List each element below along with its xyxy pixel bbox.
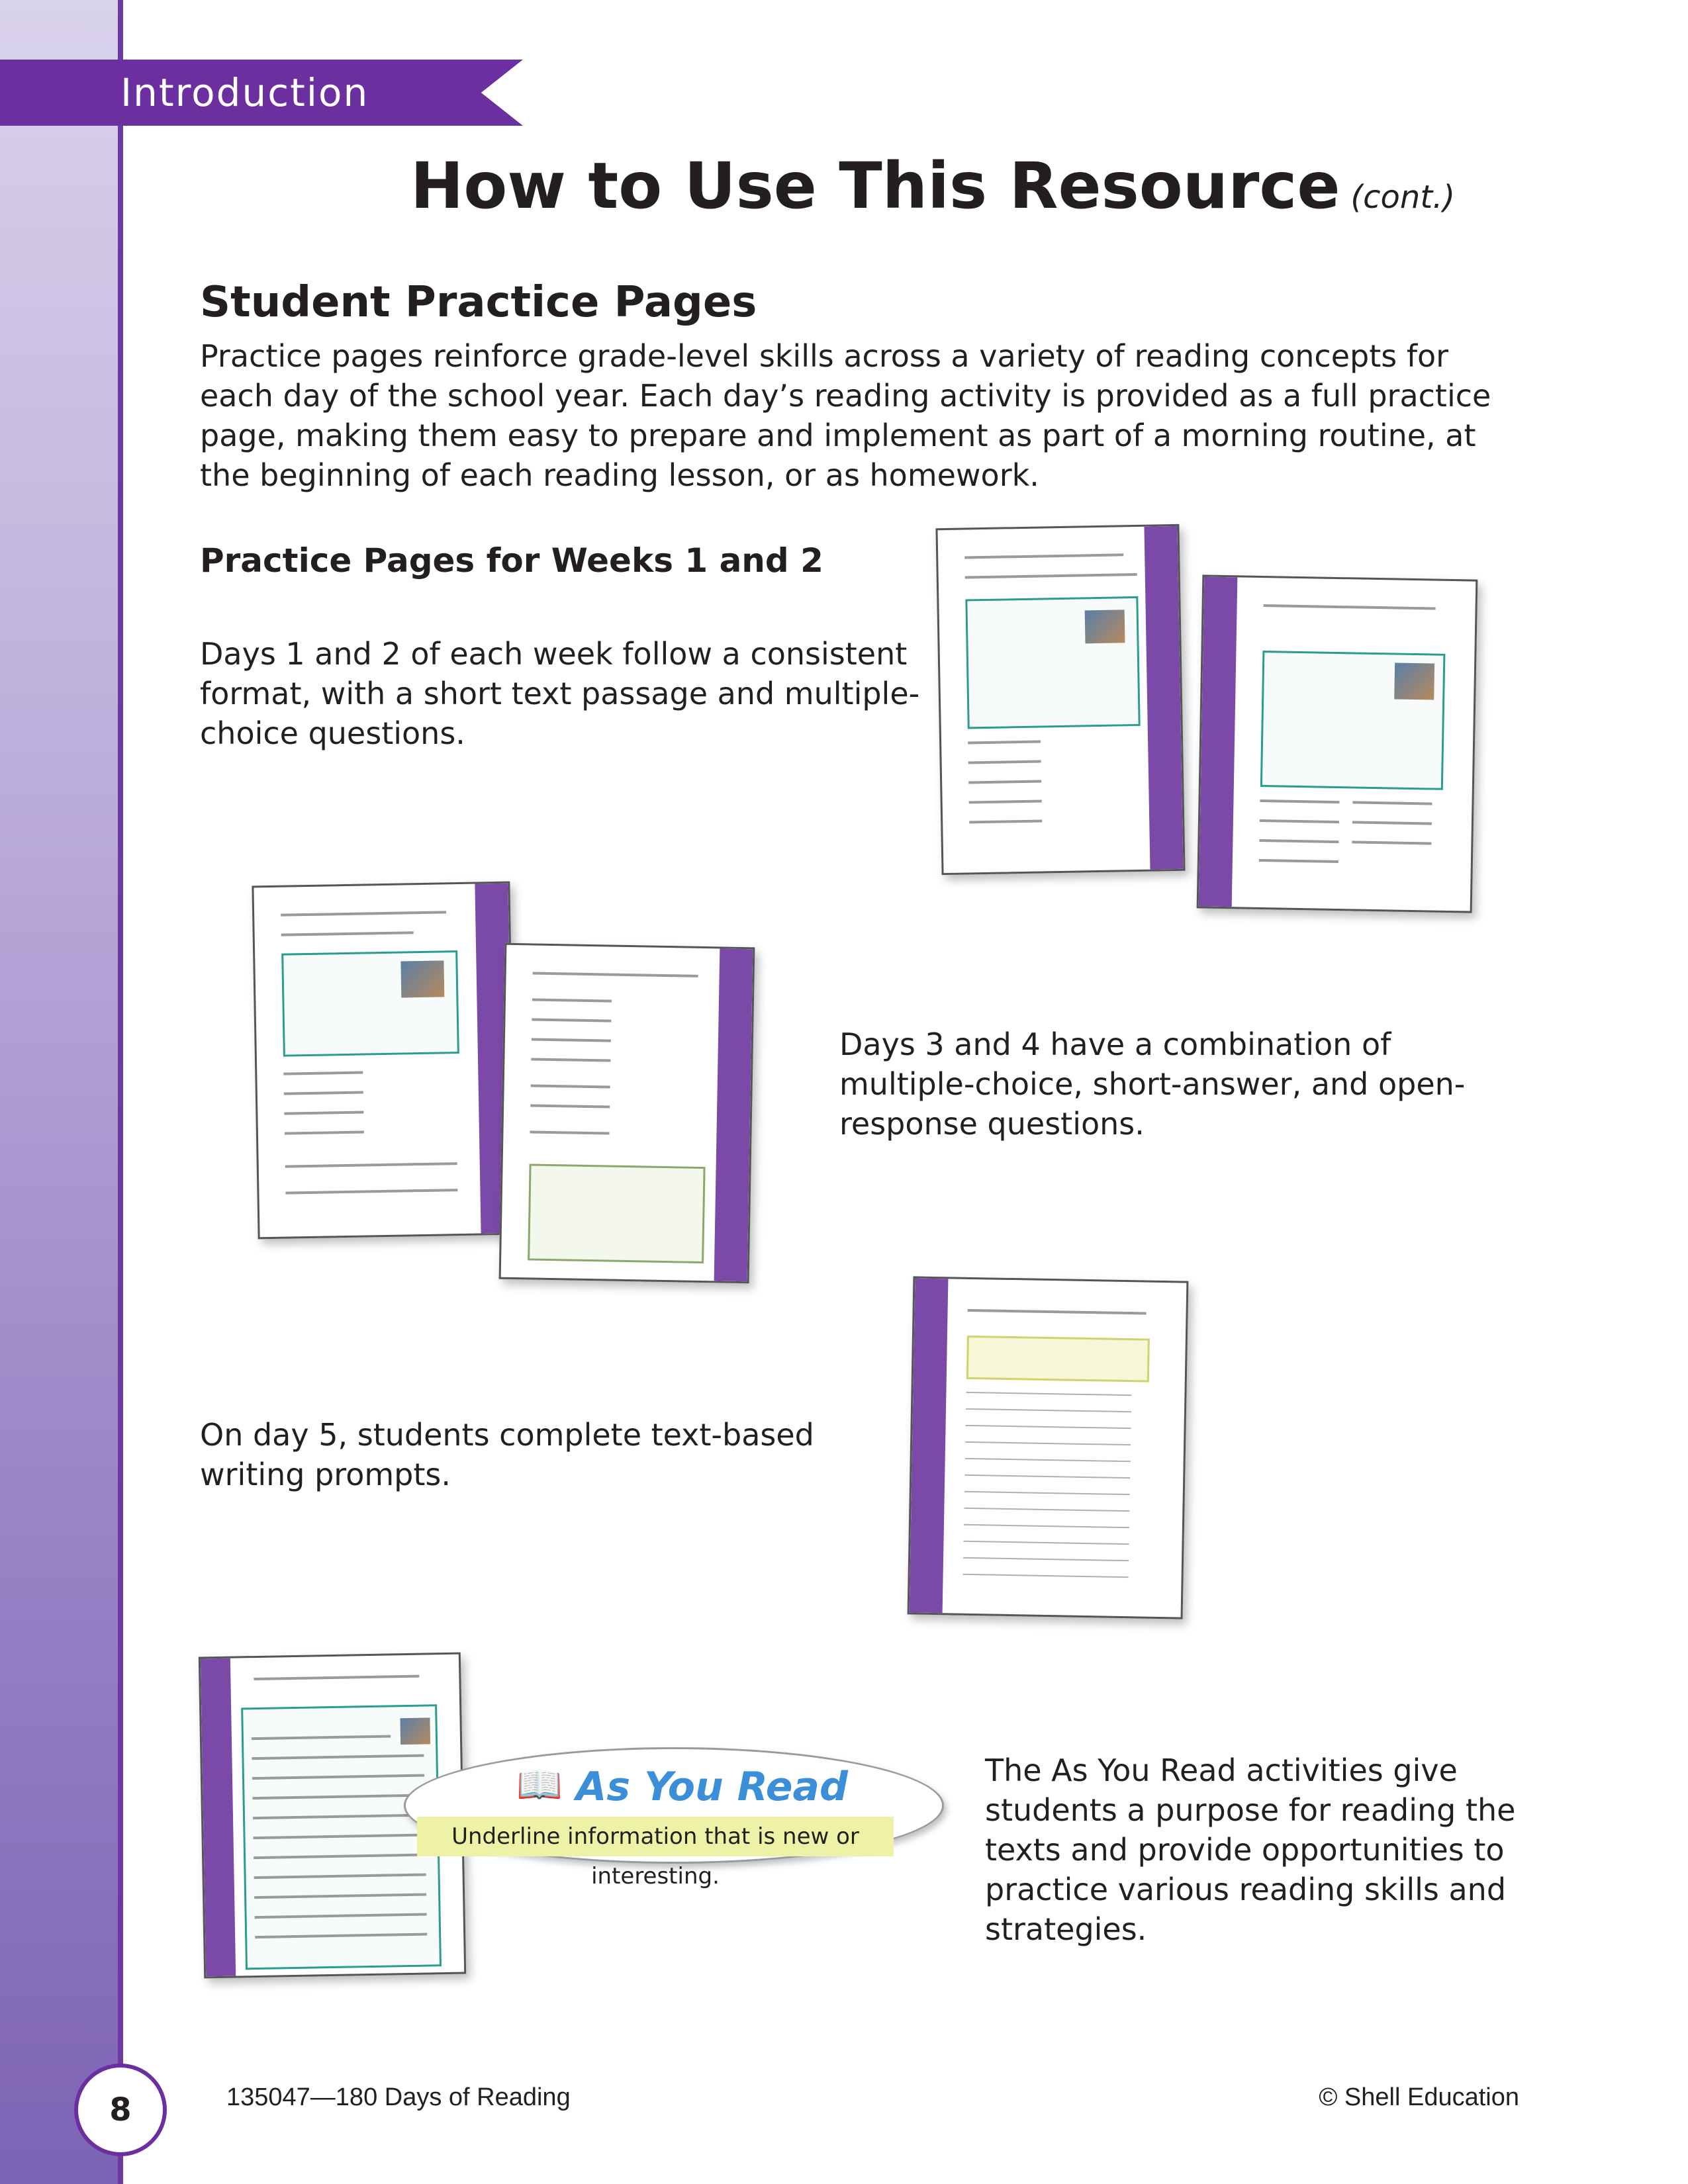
passage-photo <box>1085 610 1125 643</box>
sidebar-divider <box>118 0 123 2184</box>
page-title <box>410 149 1602 223</box>
callout-instruction: Underline information that is new or interesting. <box>451 1823 859 1889</box>
footer-product: 135047—180 Days of Reading <box>226 2083 571 2111</box>
as-you-read-description: The As You Read activities give students a purpose for reading the texts and provide opportunities to practice various reading skills and strategies. <box>985 1752 1516 1947</box>
decorative-sidebar <box>0 0 118 2184</box>
page-title-text: How to Use This Resource <box>410 149 1340 223</box>
page-number: 8 <box>74 2064 167 2156</box>
page-title-suffix: (cont.) <box>1350 179 1456 216</box>
practice-page-thumbnail-day5 <box>908 1276 1189 1619</box>
student-practice-heading: Student Practice Pages <box>200 278 757 327</box>
weeks-heading: Practice Pages for Weeks 1 and 2 <box>200 541 823 580</box>
day-5-description: On day 5, students complete text-based writing prompts. <box>200 1417 814 1492</box>
days-3-4-description: Days 3 and 4 have a combination of multiple-choice, short-answer, and open-response questions. <box>839 1026 1466 1142</box>
practice-page-thumbnail-day3 <box>252 882 516 1240</box>
unit-tab <box>1144 526 1183 870</box>
footer-copyright: © Shell Education <box>1319 2083 1519 2111</box>
practice-page-thumbnail-day4 <box>499 943 755 1284</box>
student-practice-intro: Practice pages reinforce grade-level skills across a variety of reading concepts for each day of the school year. Each day’s reading activity is provided as a full practice page, making them easy to prepare and implement as part of a morning routine, at the beginning of each reading lesson, or as homework. <box>200 338 1491 493</box>
days-1-2-description: Days 1 and 2 of each week follow a consistent format, with a short text passage and multiple-choice questions. <box>200 636 920 751</box>
open-book-icon: 📖 <box>516 1764 563 1807</box>
practice-page-thumbnail-day2 <box>1197 574 1478 913</box>
section-label: Introduction <box>120 70 369 115</box>
practice-page-thumbnail-day1 <box>935 524 1185 875</box>
callout-title: As You Read <box>576 1764 848 1810</box>
